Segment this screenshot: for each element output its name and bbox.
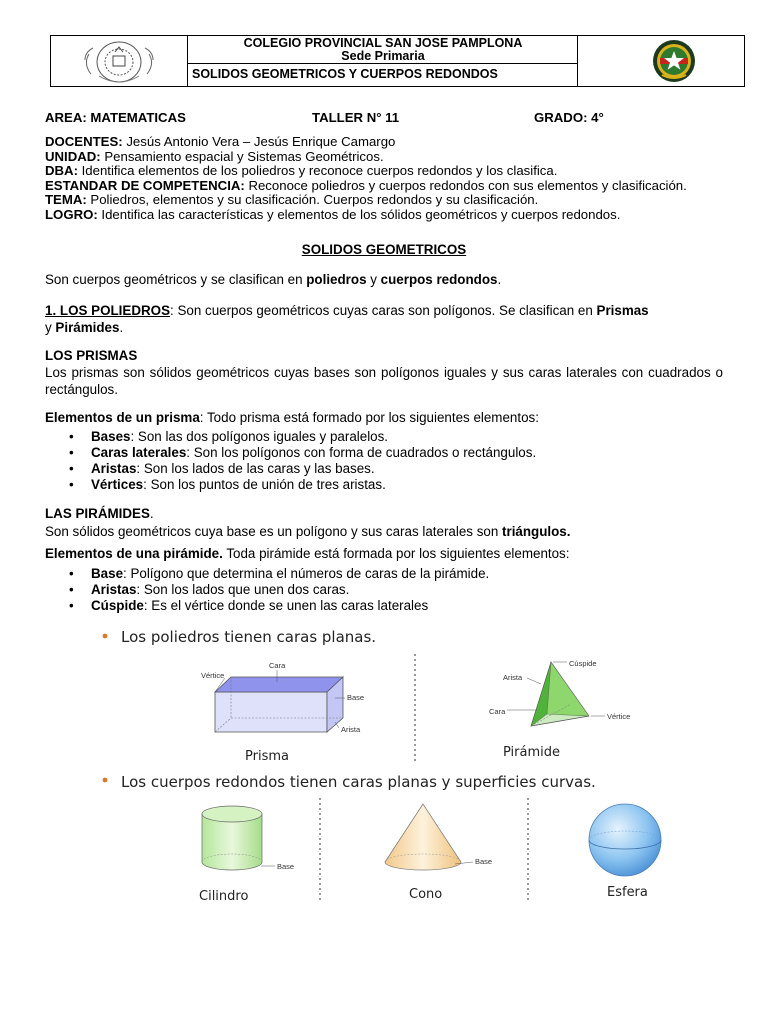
dba-label: DBA: — [45, 163, 78, 179]
docentes-row — [45, 135, 745, 150]
poliedros-piramides: Pirámides — [55, 319, 120, 335]
prismas-heading: LOS PRISMAS — [45, 348, 138, 363]
cylinder-drawing — [199, 806, 294, 904]
unidad-row — [45, 150, 745, 165]
tema-label: TEMA: — [45, 192, 87, 208]
school-shield-logo-icon — [578, 36, 744, 86]
school-seal-icon — [51, 36, 187, 86]
sphere-drawing — [589, 804, 661, 900]
prisma-elements-list — [45, 429, 745, 493]
piramide-elements-intro: Elementos de una pirámide. Toda pirámide está formada por los siguientes elementos: — [45, 546, 570, 561]
school-name: COLEGIO PROVINCIAL SAN JOSE PAMPLONA — [243, 36, 523, 50]
tema-value: Poliedros, elementos y su clasificación. Cuerpos redondos y su clasificación. — [86, 192, 539, 208]
piramides-heading: LAS PIRÁMIDES. — [45, 506, 154, 521]
estandar-row — [45, 179, 745, 194]
dba-value: Identifica elementos de los poliedros y reconoce cuerpos redondos y los clasifica. — [77, 163, 558, 179]
pyramid-label-cuspide: Cúspide — [569, 659, 597, 668]
bullet-icon — [103, 634, 108, 639]
prism-label-vertice: Vértice — [201, 671, 225, 680]
figure-row1-heading: Los poliedros tienen caras planas. — [121, 628, 377, 646]
pyramid-label-cara: Cara — [489, 707, 506, 716]
prism-caption: Prisma — [245, 749, 289, 764]
pyramid-drawing — [489, 659, 630, 760]
intro-cuerpos-redondos: cuerpos redondos — [380, 272, 498, 287]
logro-row — [45, 208, 745, 223]
intro-paragraph: Son cuerpos geométricos y se clasifican en poliedros y cuerpos redondos. — [45, 272, 502, 287]
piramides-text: Son sólidos geométricos cuya base es un polígono y sus caras laterales son triángulos. — [45, 524, 571, 539]
prisma-elements-intro: Elementos de un prisma: Todo prisma está formado por los siguientes elementos: — [45, 410, 539, 425]
prism-drawing — [201, 661, 364, 764]
grado-label: GRADO: 4° — [534, 110, 604, 125]
estandar-label: ESTANDAR DE COMPETENCIA: — [45, 177, 245, 193]
bullet-icon — [103, 778, 108, 783]
docentes-label: DOCENTES: — [45, 134, 123, 149]
poliedros-heading: 1. LOS POLIEDROS — [45, 303, 171, 318]
list-item: • Vértices: Son los puntos de unión de tres aristas. — [45, 477, 745, 493]
pyramid-label-arista: Arista — [503, 673, 523, 682]
unidad-label: UNIDAD: — [45, 148, 101, 164]
info-block — [45, 135, 745, 223]
school-seal-cell — [51, 36, 188, 86]
dba-row — [45, 164, 745, 179]
piramides-heading-text: LAS PIRÁMIDES — [45, 506, 150, 521]
solids-figure — [95, 622, 675, 912]
list-item: • Base: Polígono que determina el números de caras de la pirámide. — [45, 566, 745, 582]
area-label: AREA: MATEMATICAS — [45, 110, 186, 125]
prismas-text: Los prismas son sólidos geométricos cuyas bases son polígonos iguales y sus caras laterales con cuadrados o rectángulos. — [45, 365, 723, 397]
poliedros-prismas: Prismas — [596, 303, 649, 318]
docentes-value: Jesús Antonio Vera – Jesús Enrique Camargo — [122, 134, 396, 149]
section-title: SOLIDOS GEOMETRICOS — [301, 242, 467, 257]
figure-row2-heading: Los cuerpos redondos tienen caras planas y superficies curvas. — [121, 773, 596, 791]
header-school-name — [188, 36, 578, 64]
piramide-elements-label: Elementos de una pirámide. — [45, 546, 223, 561]
list-item: • Bases: Son las dos polígonos iguales y paralelos. — [45, 429, 745, 445]
cone-label-base: Base — [475, 857, 493, 866]
piramides-triangulos: triángulos. — [502, 524, 571, 539]
estandar-value: Reconoce poliedros y cuerpos redondos con sus elementos y clasificación. — [244, 177, 687, 193]
header-table — [50, 35, 745, 87]
school-logo-cell — [577, 36, 744, 86]
unidad-value: Pensamiento espacial y Sistemas Geométricos. — [100, 148, 384, 164]
list-item: • Aristas: Son los lados de las caras y las bases. — [45, 461, 745, 477]
sphere-caption: Esfera — [607, 885, 648, 900]
list-item: • Cúspide: Es el vértice donde se unen las caras laterales — [45, 598, 745, 614]
tema-row — [45, 193, 745, 208]
cylinder-caption: Cilindro — [199, 889, 249, 904]
logro-label: LOGRO: — [45, 206, 98, 222]
campus-name: Sede Primaria — [341, 49, 425, 63]
piramide-elements-list — [45, 566, 745, 614]
taller-label: TALLER N° 11 — [312, 110, 400, 125]
list-item: • Caras laterales: Son los polígonos con forma de cuadrados o rectángulos. — [45, 445, 745, 461]
cylinder-label-base: Base — [277, 862, 295, 871]
pyramid-caption: Pirámide — [503, 745, 561, 760]
prism-label-cara: Cara — [269, 661, 286, 670]
pyramid-label-vertice: Vértice — [607, 712, 631, 721]
intro-poliedros: poliedros — [306, 272, 367, 287]
list-item: • Aristas: Son los lados que unen dos caras. — [45, 582, 745, 598]
cone-drawing — [385, 804, 492, 902]
prism-label-arista: Arista — [341, 725, 361, 734]
cone-caption: Cono — [409, 887, 443, 902]
prism-label-base: Base — [347, 693, 365, 702]
header-subject: SOLIDOS GEOMETRICOS Y CUERPOS REDONDOS — [192, 67, 498, 81]
poliedros-paragraph: 1. LOS POLIEDROS: Son cuerpos geométricos cuyas caras son polígonos. Se clasifican en Prismas y Pirámides. — [45, 303, 649, 335]
prisma-elements-label: Elementos de un prisma — [45, 410, 200, 425]
logro-value: Identifica las características y elementos de los sólidos geométricos y cuerpos redondos. — [97, 206, 621, 222]
